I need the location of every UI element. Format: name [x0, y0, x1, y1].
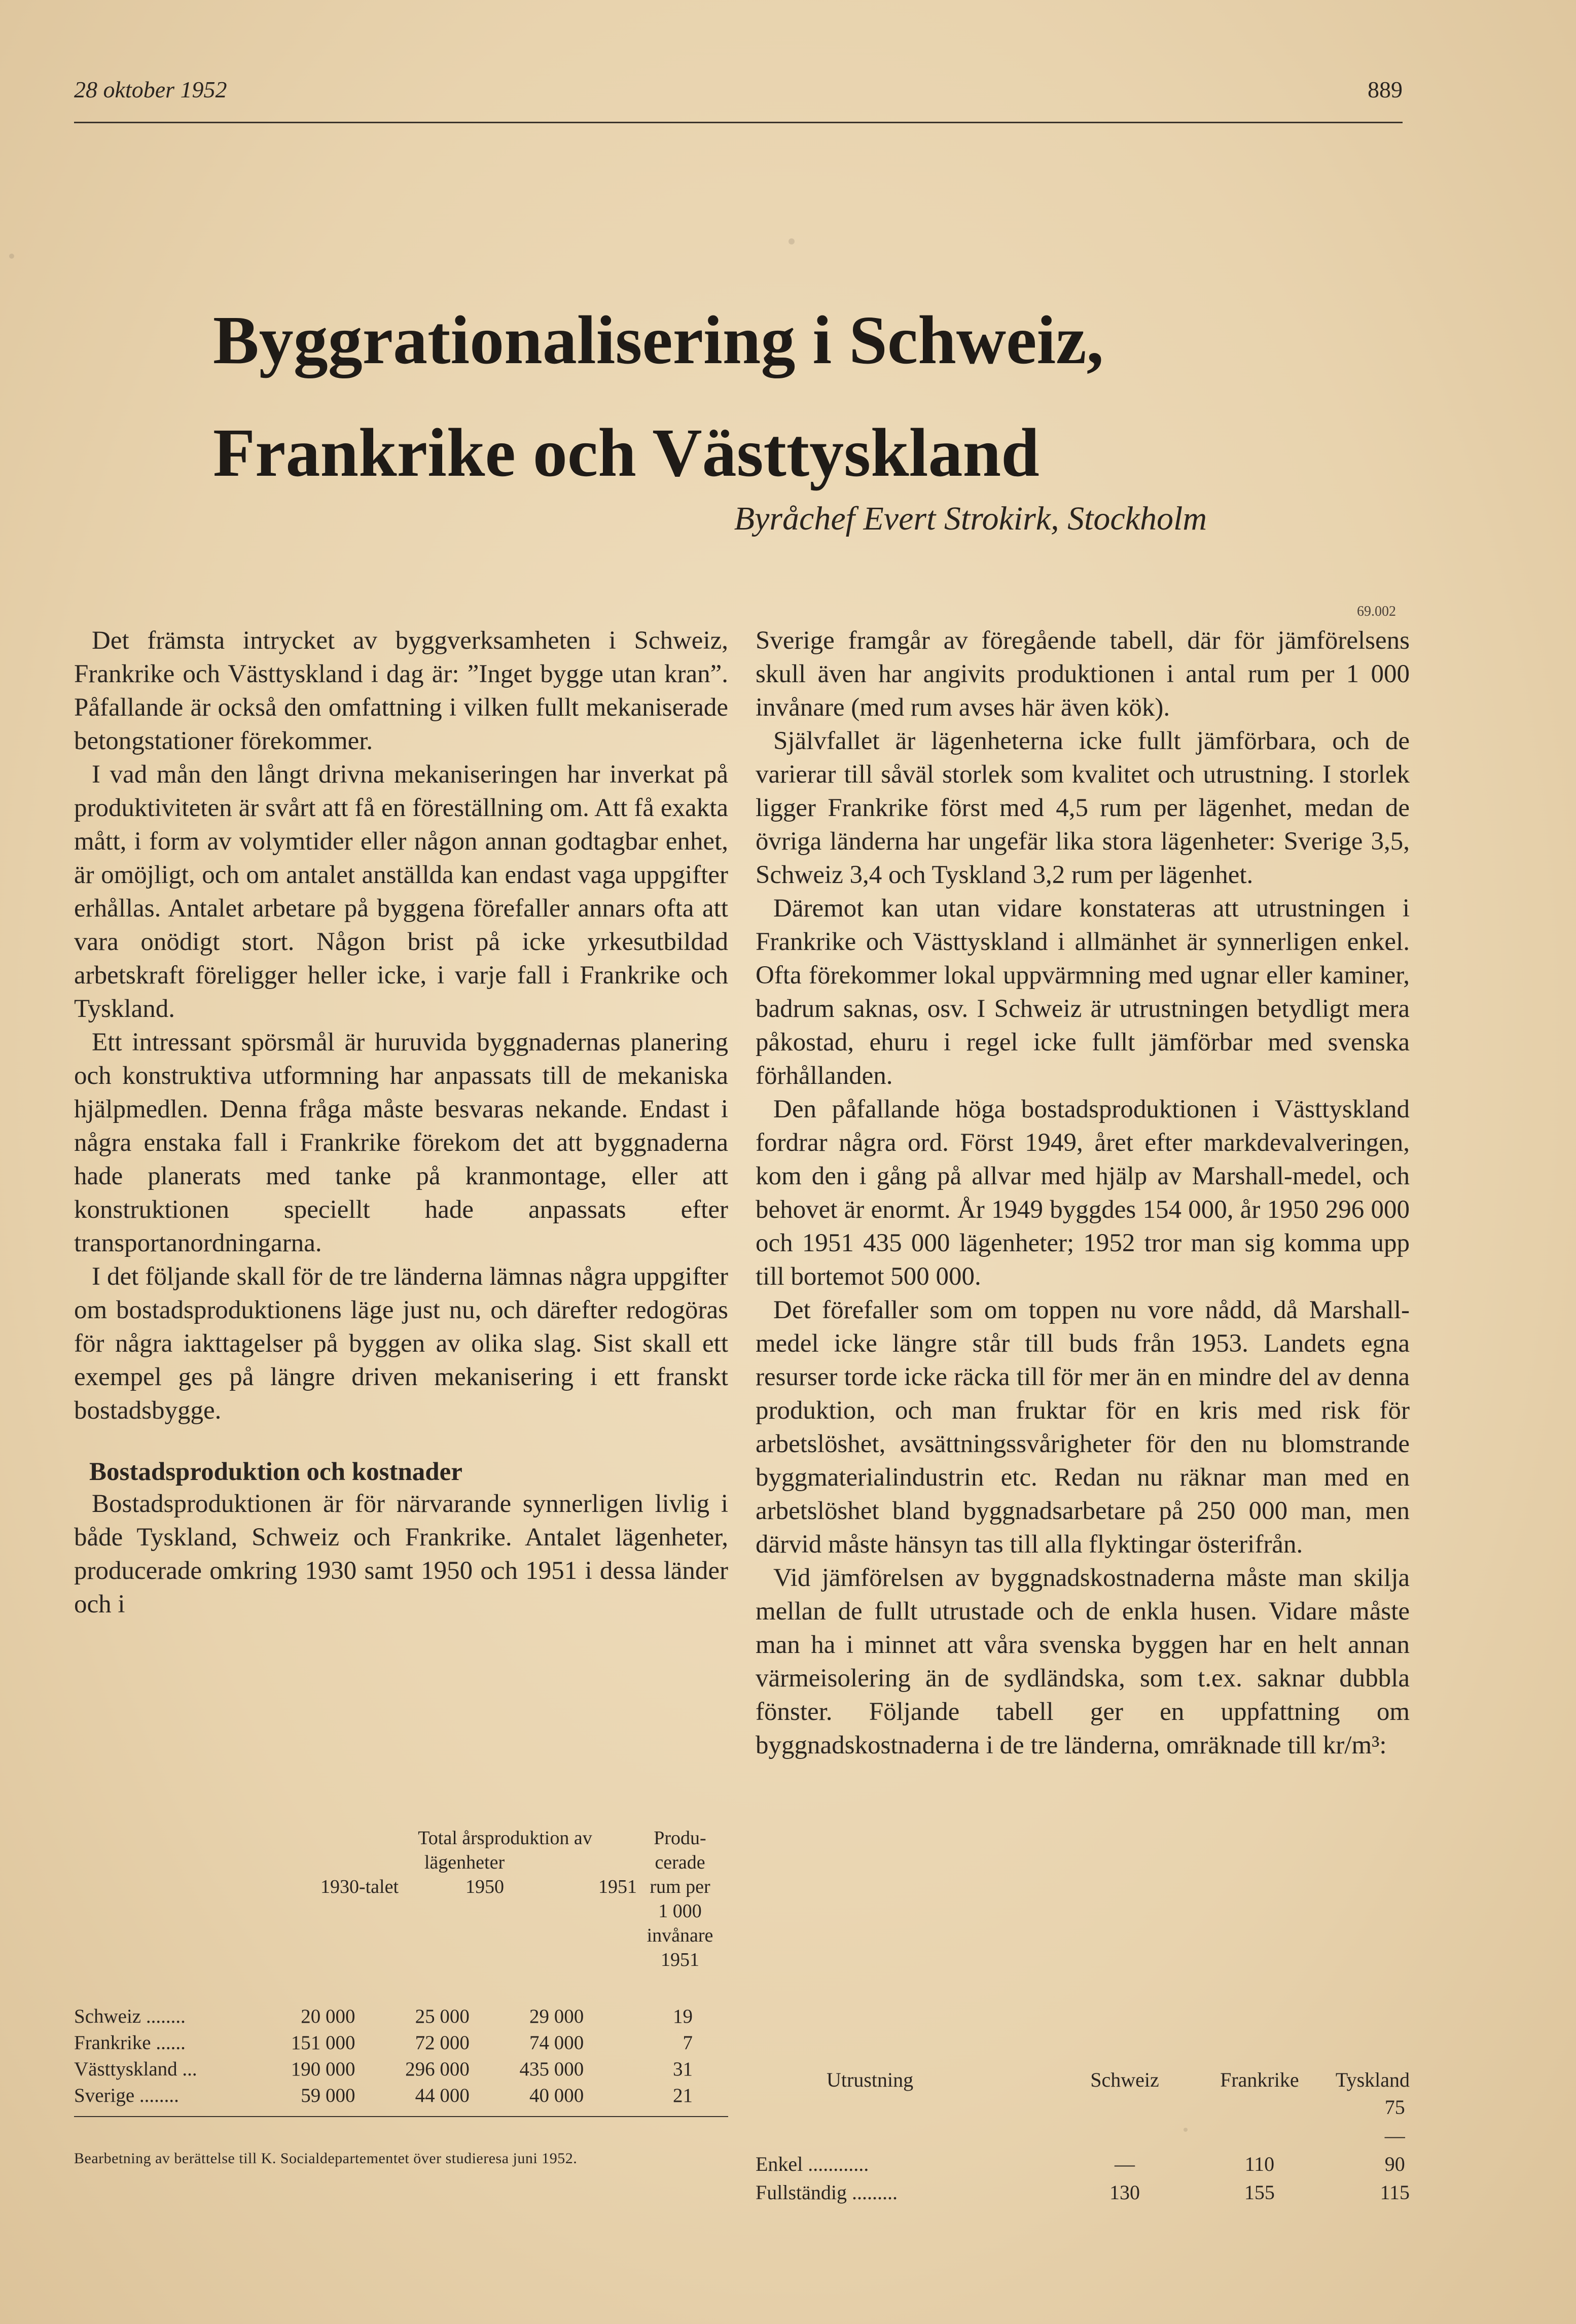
header-tyskland: Tyskland	[1335, 2068, 1410, 2091]
row-country: Västtyskland ...	[74, 2058, 197, 2080]
production-table-header	[74, 1826, 728, 2003]
cell-1930: 59 000	[301, 2085, 355, 2106]
production-row	[74, 2030, 728, 2056]
header-1930: 1930-talet	[320, 1876, 399, 1897]
section-heading: Bostadsproduktion och kostnader	[89, 1458, 462, 1486]
header-1951: 1951	[598, 1876, 637, 1897]
issue-date: 28 oktober 1952	[74, 77, 227, 102]
paragraph: Det förefaller som om toppen nu vore nådd, då Marshall-medel icke längre står till buds från 1953. Landets egna resurser torde icke räcka till för mer än en mindre del av denna produktion, och man fruktar för en kris med risk för arbetslöshet, avsättningssvårigheter för den nu blomstrande byggmaterialindustrin etc. Redan nu räknar man med en arbetslöshet bland byggnadsarbetare på 250 000 man, men därvid måste hänsyn tas till alla flyktingar österifrån.	[756, 1296, 1410, 1559]
cost-table	[756, 2067, 1410, 2207]
paper-spot	[789, 238, 795, 244]
title-line-1: Byggrationalisering i Schweiz,	[213, 302, 1104, 378]
row-country: Frankrike ......	[74, 2032, 186, 2054]
row-label: Enkel ............	[756, 2153, 869, 2175]
production-table-body	[74, 2003, 728, 2109]
cell-1950: 296 000	[405, 2058, 470, 2080]
running-head	[74, 76, 1403, 123]
cost-row-enkel	[756, 2093, 1410, 2178]
header-utrustning: Utrustning	[827, 2068, 914, 2091]
paragraph: I vad mån den långt drivna mekaniseringen har inverkat på produktiviteten är svårt att få en föreställning om. Att få exakta mått, i form av volymtider eller någon annan godtagbar enhet, är omöjligt, och om antalet anställda kan endast vaga uppgifter erhållas. Antalet arbetare på byggena förefaller annars ofta att vara onödigt stort. Någon brist på icke yrkesutbildad arbetskraft föreligger heller icke, i varje fall i Frankrike och Tyskland.	[74, 760, 728, 1023]
cell-schweiz: —	[1115, 2153, 1135, 2175]
right-column	[756, 624, 1410, 1762]
cell-rooms: 21	[673, 2085, 693, 2106]
header-frankrike: Frankrike	[1220, 2068, 1299, 2091]
header-1950: 1950	[465, 1876, 504, 1897]
production-row	[74, 2003, 728, 2030]
cell-1950: 44 000	[415, 2085, 470, 2106]
cell-frankrike: 110	[1244, 2153, 1275, 2175]
header-rooms: Produ- cerade rum per 1 000 invånare 1951	[647, 1827, 713, 1970]
page-number: 889	[1368, 77, 1403, 102]
cell-rooms: 31	[673, 2058, 693, 2080]
paper-spot	[9, 254, 14, 259]
cell-rooms: 19	[673, 2005, 693, 2027]
archive-stamp: 69.002	[1357, 604, 1396, 619]
cell-1951: 74 000	[529, 2032, 584, 2054]
paragraph: Vid jämförelsen av byggnadskostnaderna måste man skilja mellan de fullt utrustade och de enkla husen. Vidare måste man ha i minnet att våra svenska byggen har en helt annan värmeisolering än de sydländska, som t.ex. saknar dubbla fönster. Följande tabell ger en uppfattning om byggnadskostnaderna i de tre länderna, omräknade till kr/m³:	[756, 1564, 1410, 1759]
table-note: Bearbetning av berättelse till K. Socialdepartementet över studieresa juni 1952.	[74, 2150, 578, 2167]
row-label: Fullständig .........	[756, 2181, 898, 2204]
cell-frankrike: 155	[1244, 2181, 1275, 2204]
cell-1950: 72 000	[415, 2032, 470, 2054]
paragraph: Det främsta intrycket av byggverksamheten i Schweiz, Frankrike och Västtyskland i dag är: ”Inget bygge utan kran”. Påfallande är också den omfattning i vilken fullt mekaniserade betongstationer förekommer.	[74, 626, 728, 755]
header-schweiz: Schweiz	[1090, 2068, 1159, 2091]
title-line-2: Frankrike och Västtyskland	[213, 415, 1040, 491]
paragraph: Sverige framgår av föregående tabell, där för jämförelsens skull även har angivits produktionen i antal rum per 1 000 invånare (med rum avses här även kök).	[756, 626, 1410, 722]
cell-rooms: 7	[683, 2032, 693, 2054]
cell-schweiz: 130	[1109, 2181, 1140, 2204]
cell-tyskland: 75—90	[1384, 2096, 1405, 2175]
cell-1950: 25 000	[415, 2005, 470, 2027]
cost-table-body	[756, 2067, 1410, 2207]
left-column	[74, 624, 728, 1621]
cell-tyskland: 115	[1380, 2181, 1410, 2204]
header-total: Total årsproduktion av	[418, 1827, 592, 1849]
paragraph: Ett intressant spörsmål är huruvida byggnadernas planering och konstruktiva utformning har anpassats till de mekaniska hjälpmedlen. Denna fråga måste besvaras nekande. Endast i några enstaka fall i Frankrike förekom det att byggnaderna hade planerats med tanke på kranmontage, eller att konstruktionen speciellt hade anpassats efter transportanordningarna.	[74, 1028, 728, 1257]
cell-1951: 29 000	[529, 2005, 584, 2027]
row-country: Sverige ........	[74, 2085, 179, 2106]
row-country: Schweiz ........	[74, 2005, 186, 2027]
paragraph: Självfallet är lägenheterna icke fullt jämförbara, och de varierar till såväl storlek som kvalitet och utrustning. I storlek ligger Frankrike först med 4,5 rum per lägenhet, medan de övriga länderna har ungefär lika stora lägenheter: Sverige 3,5, Schweiz 3,4 och Tyskland 3,2 rum per lägenhet.	[756, 727, 1410, 889]
production-row	[74, 2083, 728, 2109]
paragraph: Däremot kan utan vidare konstateras att utrustningen i Frankrike och Västtyskland i allmänhet är synnerligen enkel. Ofta förekommer lokal uppvärmning med ugnar eller kaminer, badrum saknas, osv. I Schweiz är utrustningen betydligt mera påkostad, ehuru i regel icke fullt jämförbar med svenska förhållanden.	[756, 894, 1410, 1090]
table-rule	[74, 2116, 728, 2117]
cell-1951: 40 000	[529, 2085, 584, 2106]
byline: Byråchef Evert Strokirk, Stockholm	[734, 500, 1207, 537]
paragraph: Den påfallande höga bostadsproduktionen i Västtyskland fordrar några ord. Först 1949, året efter markdevalveringen, kom den i gång på allvar med hjälp av Marshall-medel, och behovet är enormt. År 1949 byggdes 154 000, år 1950 296 000 och 1951 435 000 lägenheter; 1952 tror man sig komma upp till bortemot 500 000.	[756, 1095, 1410, 1291]
production-table	[74, 1826, 728, 2170]
header-lagenheter: lägenheter	[424, 1852, 505, 1873]
cost-row-fullstandig	[756, 2178, 1410, 2207]
cell-1951: 435 000	[519, 2058, 584, 2080]
article-title	[213, 284, 1379, 509]
cell-1930: 20 000	[301, 2005, 355, 2027]
paragraph: I det följande skall för de tre länderna lämnas några uppgifter om bostadsproduktionens läge just nu, och därefter redogöras för några iakttagelser på byggen av olika slag. Sist skall ett exempel ges på längre driven mekanisering i ett franskt bostadsbygge.	[74, 1262, 728, 1425]
paragraph: Bostadsproduktionen är för närvarande synnerligen livlig i både Tyskland, Schweiz och Frankrike. Antalet lägenheter, producerade omkring 1930 samt 1950 och 1951 i dessa länder och i	[74, 1490, 728, 1618]
cell-1930: 151 000	[291, 2032, 355, 2054]
production-row	[74, 2056, 728, 2083]
cost-table-header-row	[756, 2067, 1410, 2093]
cell-1930: 190 000	[291, 2058, 355, 2080]
